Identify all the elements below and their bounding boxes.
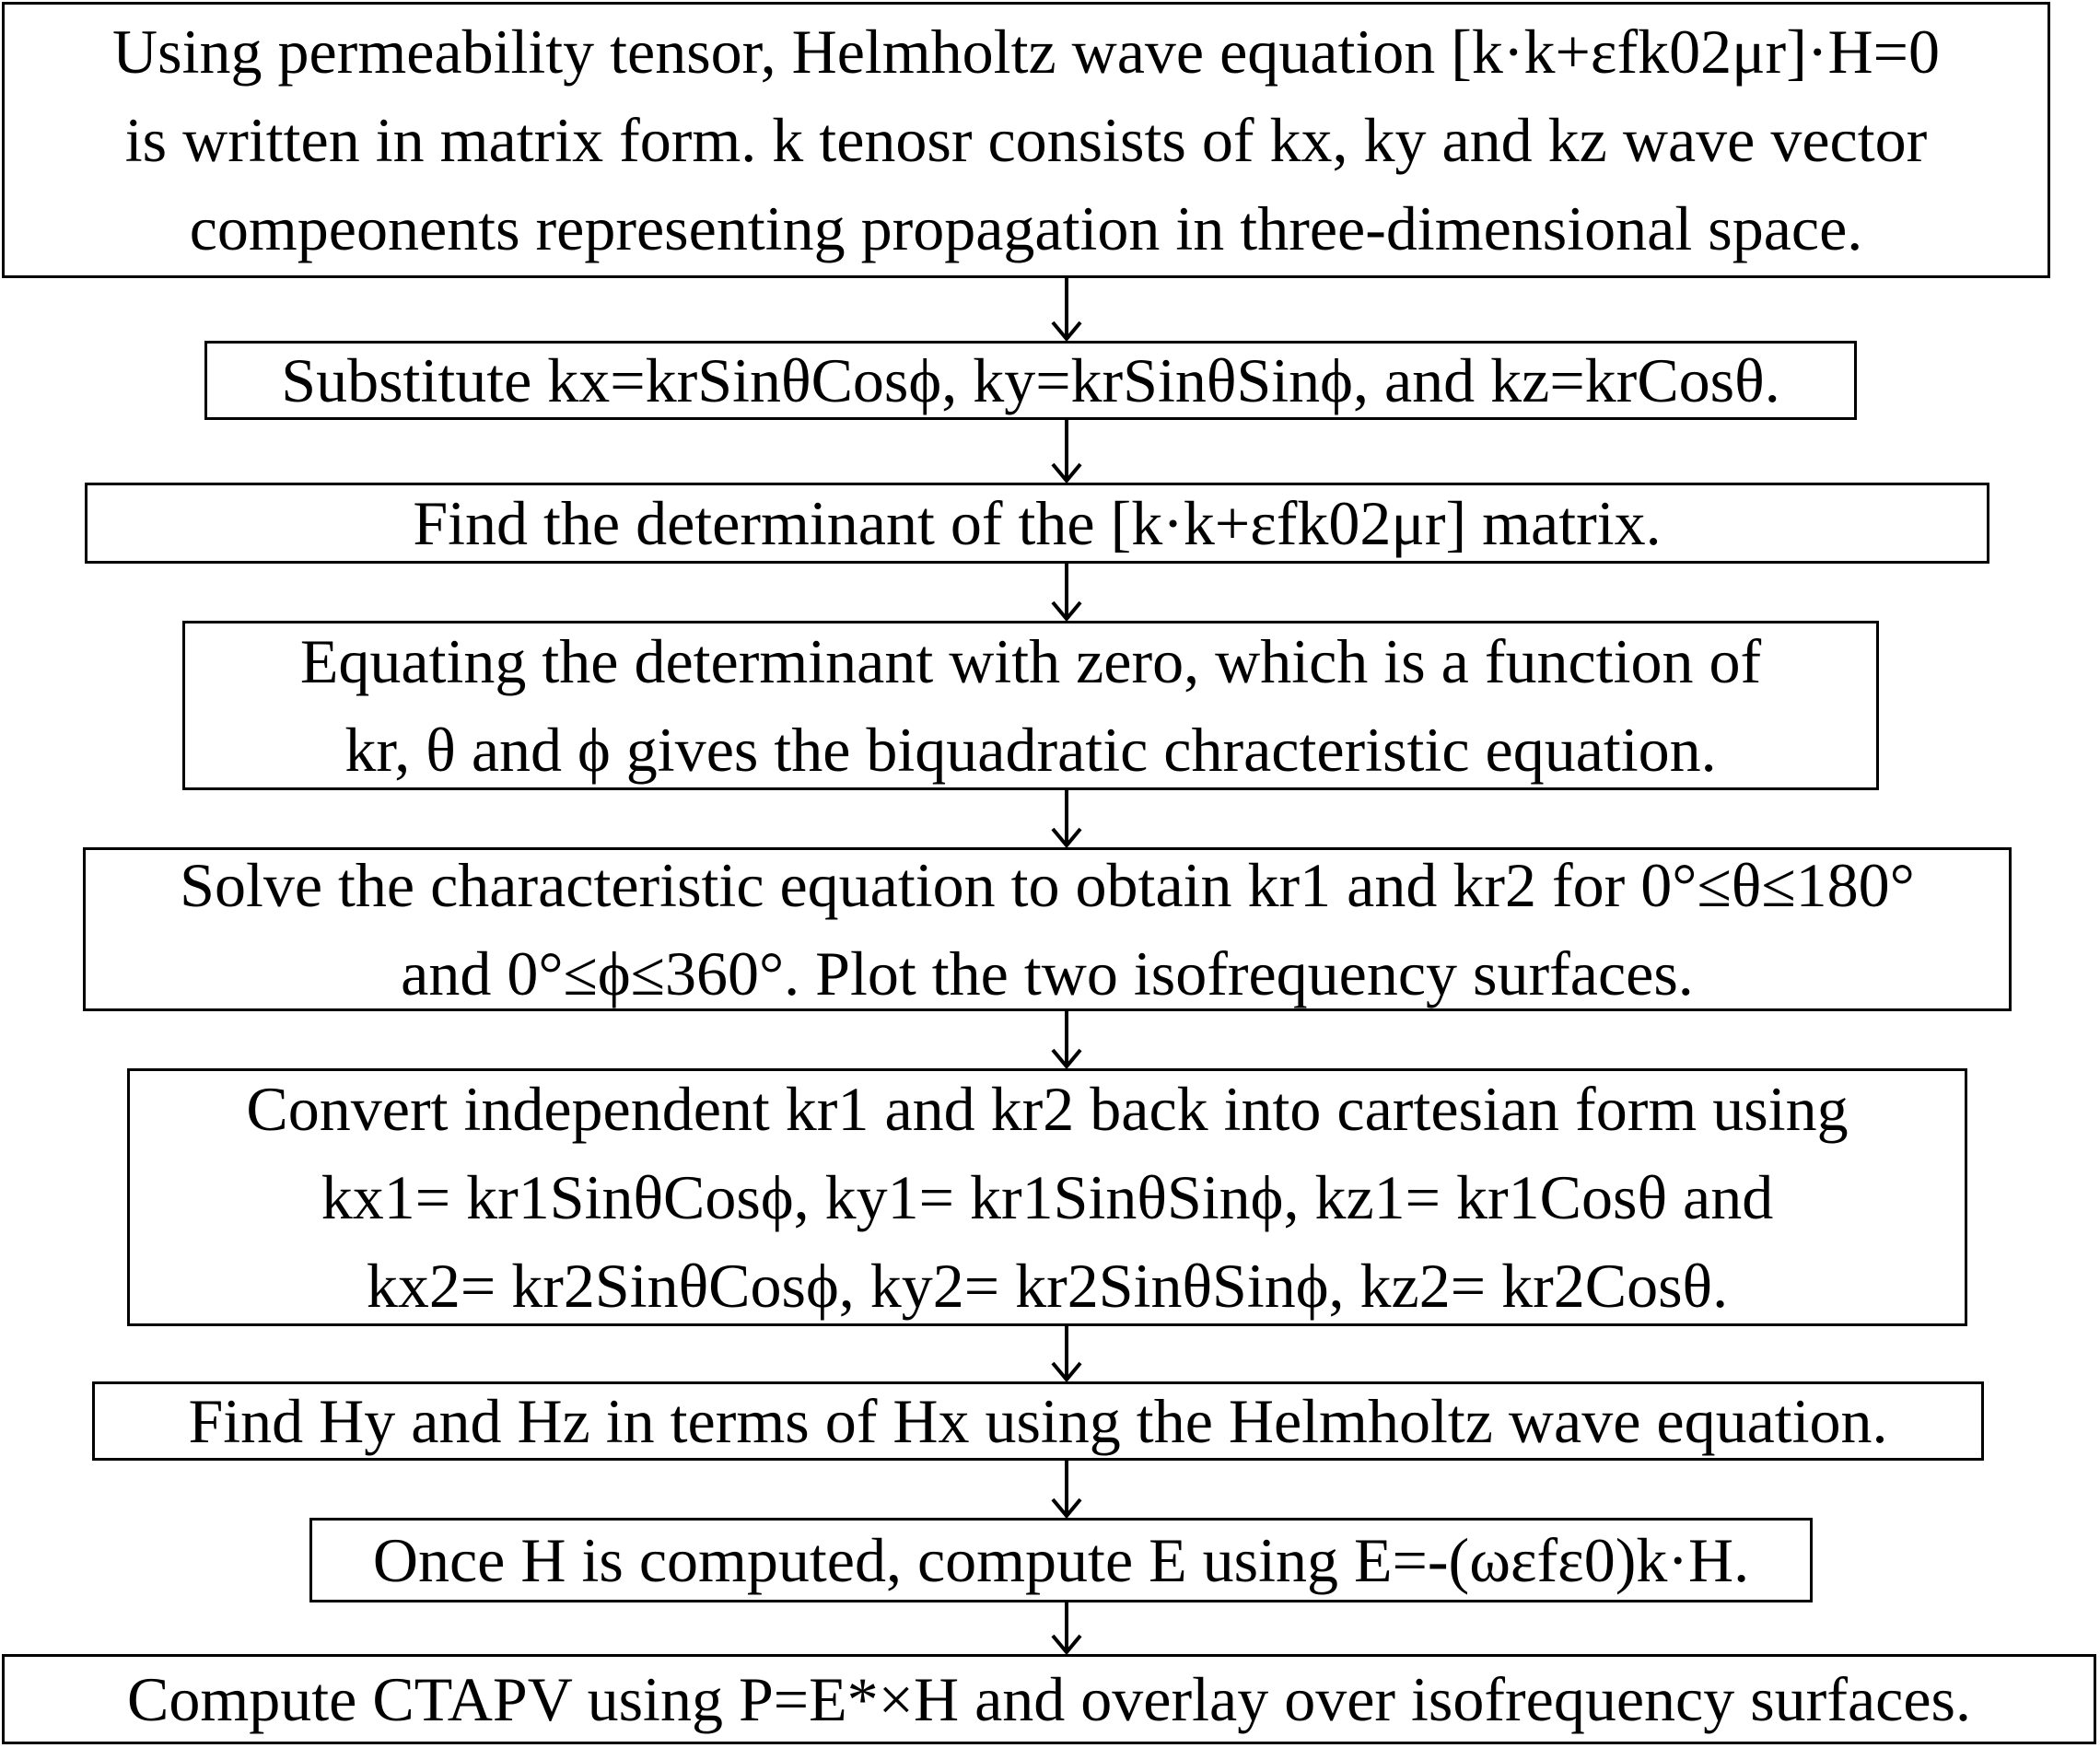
flow-arrow-3 bbox=[1048, 564, 1085, 621]
step-6-line-1: Convert independent kr1 and kr2 back into cartesian form using bbox=[246, 1074, 1849, 1144]
step-6-line-3: kx2= kr2SinθCosϕ, ky2= kr2SinθSinϕ, kz2= kr2Cosθ. bbox=[366, 1251, 1729, 1321]
flow-arrow-6 bbox=[1048, 1326, 1085, 1381]
step-8-line-1: Once H is computed, compute E using E=-(ωεfε0)k·H. bbox=[372, 1525, 1750, 1595]
step-1-line-3: compeonents representing propagation in three-dimensional space. bbox=[189, 193, 1863, 263]
step-5-line-2: and 0°≤ϕ≤360°. Plot the two isofrequency surfaces. bbox=[401, 938, 1694, 1008]
step-4-box bbox=[182, 621, 1879, 790]
step-9-line-1: Compute CTAPV using P=E*×H and overlay over isofrequency surfaces. bbox=[127, 1664, 1971, 1734]
flow-arrow-1 bbox=[1048, 278, 1085, 341]
step-1-box bbox=[2, 2, 2050, 278]
flow-arrow-8 bbox=[1048, 1602, 1085, 1654]
step-8-box bbox=[309, 1518, 1813, 1602]
flow-arrow-2 bbox=[1048, 420, 1085, 483]
flow-arrow-7 bbox=[1048, 1461, 1085, 1518]
step-7-line-1: Find Hy and Hz in terms of Hx using the Helmholtz wave equation. bbox=[188, 1386, 1888, 1456]
step-7-box bbox=[92, 1381, 1984, 1461]
step-2-box bbox=[204, 341, 1857, 420]
step-5-line-1: Solve the characteristic equation to obtain kr1 and kr2 for 0°≤θ≤180° bbox=[180, 850, 1915, 920]
flow-arrow-4 bbox=[1048, 790, 1085, 847]
step-4-line-1: Equating the determinant with zero, which is a function of bbox=[299, 626, 1762, 696]
step-1-line-2: is written in matrix form. k tenosr consists of kx, ky and kz wave vector bbox=[124, 105, 1928, 175]
step-3-box bbox=[85, 483, 1989, 564]
step-2-line-1: Substitute kx=krSinθCosϕ, ky=krSinθSinϕ, and kz=krCosθ. bbox=[281, 345, 1780, 415]
flow-arrow-5 bbox=[1048, 1011, 1085, 1068]
step-6-line-2: kx1= kr1SinθCosϕ, ky1= kr1SinθSinϕ, kz1= kr1Cosθ and bbox=[321, 1162, 1774, 1232]
step-1-line-1: Using permeability tensor, Helmholtz wave equation [k·k+εfk02μr]·H=0 bbox=[112, 17, 1940, 87]
step-6-box bbox=[127, 1068, 1967, 1326]
step-3-line-1: Find the determinant of the [k·k+εfk02μr] matrix. bbox=[413, 488, 1662, 558]
step-4-line-2: kr, θ and ϕ gives the biquadratic chracteristic equation. bbox=[344, 715, 1717, 785]
step-5-box bbox=[83, 847, 2012, 1011]
step-9-box bbox=[2, 1654, 2096, 1744]
